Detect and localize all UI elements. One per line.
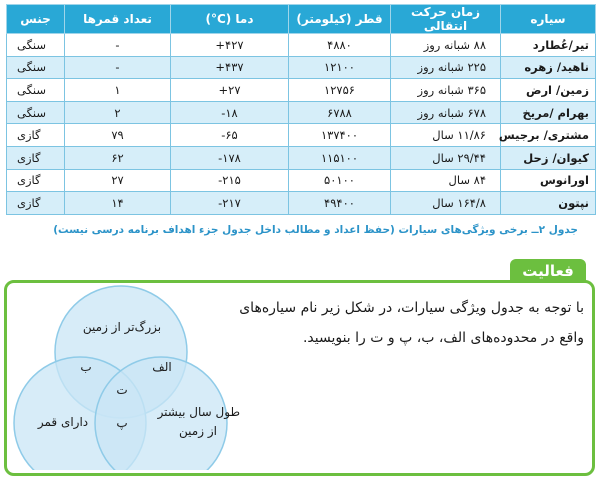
cell-temp: -۶۵ xyxy=(171,124,289,147)
cell-orbit: ۸۴ سال xyxy=(391,169,501,192)
venn-region-te: ت xyxy=(116,383,128,397)
cell-planet: نپتون xyxy=(501,192,596,215)
cell-planet: تیر/عُطارد xyxy=(501,34,596,57)
cell-diameter: ۱۲۱۰۰ xyxy=(289,56,391,79)
table-row xyxy=(7,124,596,147)
venn-region-be: ب xyxy=(80,360,92,374)
cell-diameter: ۴۸۸۰ xyxy=(289,34,391,57)
table-row xyxy=(7,79,596,102)
activity-title: فعالیت xyxy=(510,259,586,283)
venn-label-longer-year-line-1: طول سال بیشتر xyxy=(157,405,240,419)
venn-label-larger-than-earth: بزرگ‌تر از زمین xyxy=(82,320,162,334)
header-planet: سیاره xyxy=(501,5,596,34)
cell-type: گازی xyxy=(7,146,65,169)
venn-region-pe: پ xyxy=(116,416,128,430)
cell-orbit: ۳۶۵ شبانه روز xyxy=(391,79,501,102)
header-diameter: قطر (کیلومتر) xyxy=(289,5,391,34)
cell-planet: اورانوس xyxy=(501,169,596,192)
cell-moons: ۲ xyxy=(65,101,171,124)
cell-temp: -۲۱۷ xyxy=(171,192,289,215)
cell-type: گازی xyxy=(7,192,65,215)
header-temp: دما (C°) xyxy=(171,5,289,34)
venn-label-longer-year-line-2: از زمین xyxy=(179,424,217,438)
cell-type: سنگی xyxy=(7,34,65,57)
cell-planet: بهرام /مریخ xyxy=(501,101,596,124)
cell-planet: ناهید/ زهره xyxy=(501,56,596,79)
venn-diagram xyxy=(0,280,260,470)
cell-orbit: ۱۶۴/۸ سال xyxy=(391,192,501,215)
planets-table-container xyxy=(6,4,595,215)
table-row xyxy=(7,101,596,124)
planets-table xyxy=(6,4,596,215)
cell-orbit: ۱۱/۸۶ سال xyxy=(391,124,501,147)
cell-diameter: ۱۱۵۱۰۰ xyxy=(289,146,391,169)
cell-type: سنگی xyxy=(7,101,65,124)
cell-type: گازی xyxy=(7,124,65,147)
header-orbit: زمان حرکت انتقالی xyxy=(391,5,501,34)
cell-planet: مشتری/ برجیس xyxy=(501,124,596,147)
cell-moons: - xyxy=(65,56,171,79)
cell-orbit: ۸۸ شبانه روز xyxy=(391,34,501,57)
cell-type: سنگی xyxy=(7,56,65,79)
cell-orbit: ۲۹/۴۴ سال xyxy=(391,146,501,169)
cell-temp: +۴۳۷ xyxy=(171,56,289,79)
cell-type: سنگی xyxy=(7,79,65,102)
venn-region-alef: الف xyxy=(152,360,172,374)
venn-label-has-moon: دارای قمر xyxy=(37,415,89,429)
cell-planet: کیوان/ زحل xyxy=(501,146,596,169)
cell-orbit: ۲۲۵ شبانه روز xyxy=(391,56,501,79)
cell-diameter: ۱۳۷۴۰۰ xyxy=(289,124,391,147)
cell-moons: ۱ xyxy=(65,79,171,102)
cell-temp: +۲۷ xyxy=(171,79,289,102)
header-moons: تعداد قمرها xyxy=(65,5,171,34)
cell-temp: -۱۸ xyxy=(171,101,289,124)
table-row xyxy=(7,146,596,169)
table-header-row xyxy=(7,5,596,34)
activity-text-line-1: با توجه به جدول ویژگی سیارات، در شکل زیر نام سیاره‌های xyxy=(239,300,584,316)
cell-moons: - xyxy=(65,34,171,57)
cell-moons: ۱۴ xyxy=(65,192,171,215)
cell-diameter: ۴۹۴۰۰ xyxy=(289,192,391,215)
cell-planet: زمین/ ارض xyxy=(501,79,596,102)
cell-diameter: ۱۲۷۵۶ xyxy=(289,79,391,102)
cell-orbit: ۶۷۸ شبانه روز xyxy=(391,101,501,124)
table-row xyxy=(7,192,596,215)
activity-instructions xyxy=(239,293,584,353)
cell-moons: ۷۹ xyxy=(65,124,171,147)
cell-type: گازی xyxy=(7,169,65,192)
cell-diameter: ۶۷۸۸ xyxy=(289,101,391,124)
cell-temp: +۴۲۷ xyxy=(171,34,289,57)
header-type: جنس xyxy=(7,5,65,34)
cell-moons: ۶۲ xyxy=(65,146,171,169)
activity-text-line-2: واقع در محدوده‌های الف، ب، پ و ت را بنویسید. xyxy=(302,330,584,346)
table-row xyxy=(7,34,596,57)
table-row xyxy=(7,169,596,192)
cell-temp: -۱۷۸ xyxy=(171,146,289,169)
cell-moons: ۲۷ xyxy=(65,169,171,192)
table-row xyxy=(7,56,596,79)
table-caption: جدول ۲ــ برخی ویژگی‌های سیارات (حفظ اعداد و مطالب داخل جدول جزء اهداف برنامه درسی نیست) xyxy=(53,224,578,236)
cell-diameter: ۵۰۱۰۰ xyxy=(289,169,391,192)
cell-temp: -۲۱۵ xyxy=(171,169,289,192)
